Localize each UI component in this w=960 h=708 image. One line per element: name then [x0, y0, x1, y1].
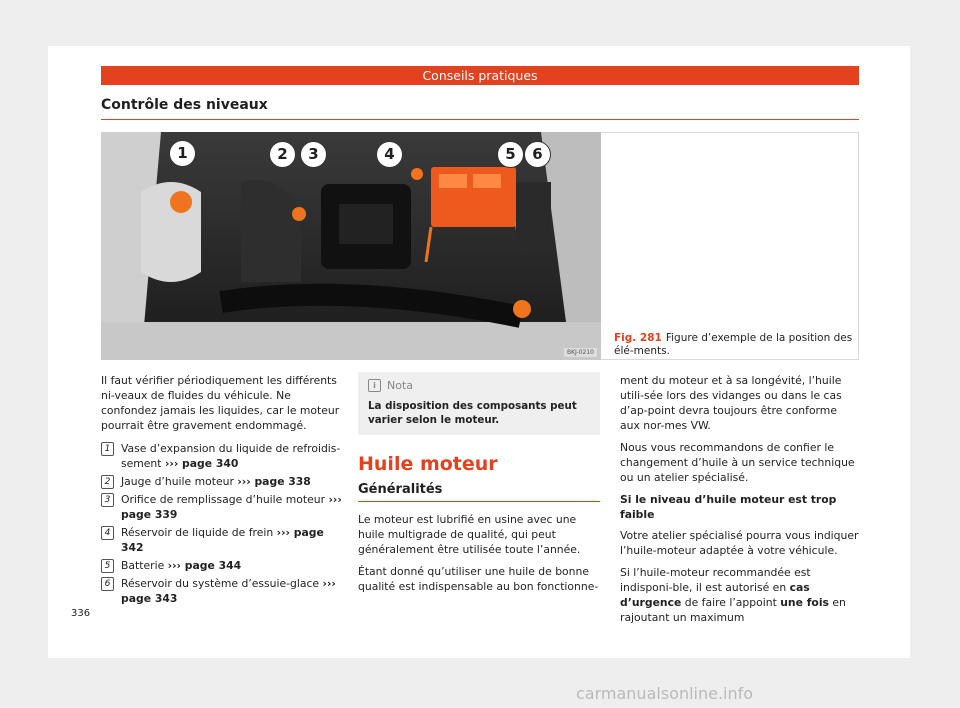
watermark: carmanualsonline.info [576, 684, 754, 703]
body-paragraph: ment du moteur et à sa longévité, l’huile utili-sée lors des vidanges ou dans le cas d’ap-point devra toujours être conforme aux nor-mes VW. [620, 374, 842, 432]
legend-number: 2 [101, 475, 114, 489]
figure-code: BKJ-0210 [564, 348, 597, 357]
chapter-heading: Huile moteur [358, 453, 498, 475]
figure-number: Fig. 281 [614, 332, 662, 344]
callout-4: 4 [376, 141, 403, 168]
callout-6: 6 [524, 141, 551, 168]
note-label: Nota [387, 379, 414, 392]
legend-text: Réservoir du système d’essuie-glace [121, 577, 323, 590]
page-reference-link[interactable]: ››› page 344 [167, 559, 242, 572]
legend-item [101, 576, 345, 606]
column-1 [101, 373, 345, 609]
body-paragraph [620, 565, 860, 625]
title-divider [101, 119, 859, 120]
legend-text: Batterie [121, 559, 168, 572]
section-title: Contrôle des niveaux [101, 97, 268, 113]
callout-3: 3 [300, 141, 327, 168]
legend-item [101, 558, 345, 573]
body-paragraph: Votre atelier spécialisé pourra vous indiquer l’huile-moteur adaptée à votre véhicule. [620, 529, 859, 557]
legend-number: 4 [101, 526, 114, 540]
legend-item [101, 492, 345, 522]
legend-item [101, 525, 345, 555]
legend-text: Réservoir de liquide de frein [121, 526, 277, 539]
legend-text: Jauge d’huile moteur [121, 475, 238, 488]
legend-text: Orifice de remplissage d’huile moteur [121, 493, 329, 506]
text-run: Si l’huile-moteur recommandée est indisponi-ble, il est autorisé en [620, 566, 811, 594]
figure-frame [601, 132, 859, 360]
page-reference-link[interactable]: ››› page 340 [164, 457, 239, 470]
page-number: 336 [71, 608, 91, 619]
body-paragraph: Le moteur est lubrifié en usine avec une huile multigrade de qualité, qui peut généralement être utilisée toute l’année. [358, 513, 581, 556]
callout-1: 1 [169, 140, 196, 167]
engine-bay-illustration [101, 132, 601, 360]
legend-number: 3 [101, 493, 114, 507]
callout-2: 2 [269, 141, 296, 168]
page-reference-link[interactable]: ››› page 343 [121, 577, 336, 605]
body-paragraph: Étant donné qu’utiliser une huile de bonne qualité est indispensable au bon fonctionne- [358, 565, 599, 593]
legend-number: 1 [101, 442, 114, 456]
emphasis-text: une fois [780, 596, 829, 609]
page-reference-link[interactable]: ››› page 342 [121, 526, 324, 554]
body-paragraph: Nous vous recommandons de confier le changement d’huile à un service technique ou un atelier spécialisé. [620, 441, 855, 484]
figure-caption-text: Figure d’exemple de la position des élé-ments. [614, 332, 853, 357]
component-legend [101, 441, 345, 606]
info-icon: i [368, 379, 381, 392]
text-run: en rajoutant un maximum [620, 596, 846, 624]
note-text: La disposition des composants peut varier selon le moteur. [368, 400, 577, 426]
chapter-header: Conseils pratiques [101, 66, 859, 85]
legend-item [101, 474, 345, 489]
text-run: de faire l’appoint [681, 596, 781, 609]
note-header [368, 378, 590, 393]
page-reference-link[interactable]: ››› page 338 [237, 475, 311, 488]
page-reference-link[interactable]: ››› page 339 [121, 493, 342, 521]
column-3 [620, 373, 860, 632]
emphasis-text: cas d’urgence [620, 581, 810, 609]
sub-heading: Généralités [358, 482, 600, 502]
legend-number: 5 [101, 559, 114, 573]
engine-bay-figure [101, 132, 601, 360]
legend-item [101, 441, 345, 471]
callout-5: 5 [497, 141, 524, 168]
legend-text: Vase d’expansion du liquide de refroidis-sement [121, 442, 341, 470]
column-2 [358, 372, 600, 601]
minor-heading: Si le niveau d’huile moteur est trop faible [620, 493, 837, 521]
intro-paragraph: Il faut vérifier périodiquement les différents ni-veaux de fluides du véhicule. Ne confondez jamais les liquides, car le moteur pourrait être gravement endommagé. [101, 374, 340, 432]
legend-number: 6 [101, 577, 114, 591]
note-box [358, 372, 600, 435]
figure-caption [614, 332, 854, 357]
